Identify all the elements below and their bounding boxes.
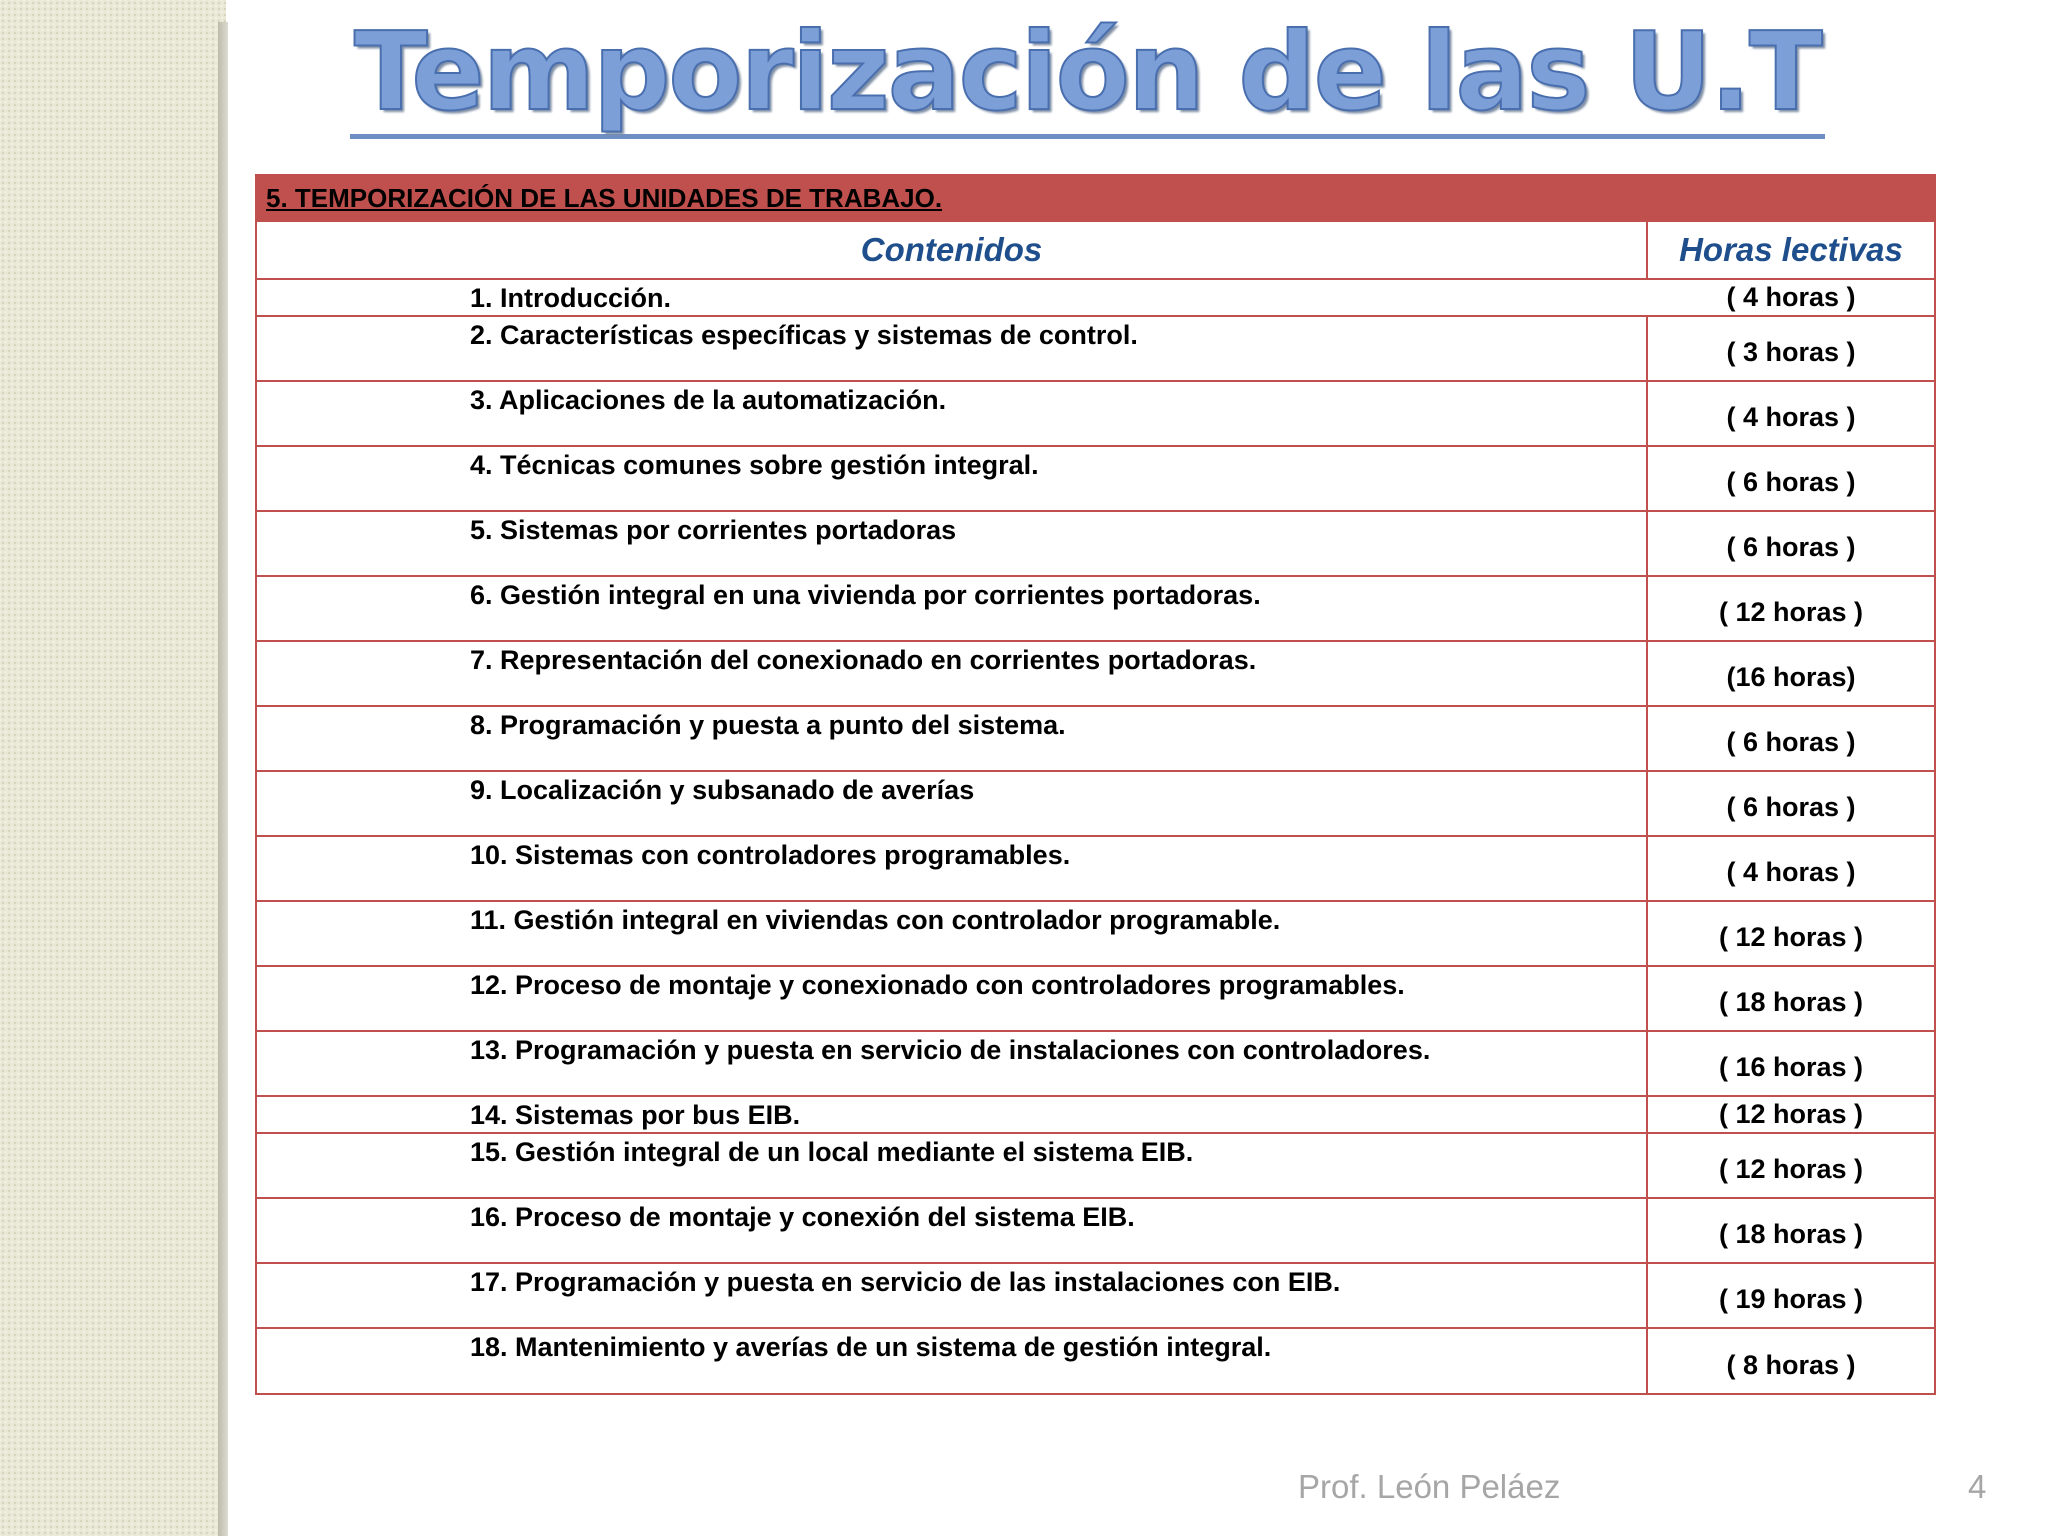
table-row	[257, 642, 1934, 707]
row-hours: ( 4 horas )	[1726, 282, 1856, 312]
row-hours: ( 4 horas )	[1726, 857, 1856, 887]
column-header-contents: Contenidos	[257, 222, 1648, 278]
side-texture-strip	[0, 0, 226, 1536]
table-row	[257, 577, 1934, 642]
row-hours: ( 16 horas )	[1718, 1052, 1864, 1082]
row-content: 8. Programación y puesta a punto del sistema.	[257, 707, 1648, 770]
table-row	[257, 280, 1934, 317]
row-content: 2. Características específicas y sistemas de control.	[257, 317, 1648, 380]
row-content: 16. Proceso de montaje y conexión del sistema EIB.	[257, 1199, 1648, 1262]
row-content: 17. Programación y puesta en servicio de las instalaciones con EIB.	[257, 1264, 1648, 1327]
row-hours: ( 18 horas )	[1718, 1219, 1864, 1249]
table-row	[257, 317, 1934, 382]
table-row	[257, 967, 1934, 1032]
slide-title: Temporización de las U.T	[350, 14, 1825, 139]
table-heading: 5. TEMPORIZACIÓN DE LAS UNIDADES DE TRABAJO.	[266, 182, 943, 213]
row-hours: ( 3 horas )	[1726, 337, 1856, 367]
table-row	[257, 512, 1934, 577]
row-content: 7. Representación del conexionado en corrientes portadoras.	[257, 642, 1648, 705]
row-hours: ( 6 horas )	[1726, 467, 1856, 497]
row-hours: ( 12 horas )	[1718, 1099, 1864, 1129]
table-row	[257, 1097, 1934, 1134]
page-number: 4	[1968, 1468, 1987, 1505]
side-strip-shadow	[218, 22, 228, 1536]
row-content: 12. Proceso de montaje y conexionado con controladores programables.	[257, 967, 1648, 1030]
row-hours: ( 12 horas )	[1718, 1154, 1864, 1184]
row-hours: ( 19 horas )	[1718, 1284, 1864, 1314]
table-heading-bar	[257, 176, 1934, 222]
row-content: 15. Gestión integral de un local mediante el sistema EIB.	[257, 1134, 1648, 1197]
row-content: 18. Mantenimiento y averías de un sistema de gestión integral.	[257, 1329, 1648, 1393]
row-content: 14. Sistemas por bus EIB.	[257, 1097, 1648, 1132]
table-row	[257, 707, 1934, 772]
table-row	[257, 902, 1934, 967]
row-hours: ( 18 horas )	[1718, 987, 1864, 1017]
row-content: 3. Aplicaciones de la automatización.	[257, 382, 1648, 445]
row-hours: ( 8 horas )	[1726, 1350, 1856, 1380]
row-content: 4. Técnicas comunes sobre gestión integral.	[257, 447, 1648, 510]
row-hours: ( 12 horas )	[1718, 597, 1864, 627]
row-hours: ( 6 horas )	[1726, 792, 1856, 822]
table-row	[257, 837, 1934, 902]
row-content: 13. Programación y puesta en servicio de instalaciones con controladores.	[257, 1032, 1648, 1095]
table-row	[257, 447, 1934, 512]
row-hours: ( 4 horas )	[1726, 402, 1856, 432]
row-hours: ( 12 horas )	[1718, 922, 1864, 952]
column-header-row	[257, 222, 1934, 280]
row-content: 10. Sistemas con controladores programables.	[257, 837, 1648, 900]
row-content: 6. Gestión integral en una vivienda por corrientes portadoras.	[257, 577, 1648, 640]
footer-author: Prof. León Peláez	[1298, 1468, 1561, 1505]
table-row	[257, 382, 1934, 447]
row-content: 11. Gestión integral en viviendas con controlador programable.	[257, 902, 1648, 965]
table-row	[257, 772, 1934, 837]
row-hours: (16 horas)	[1726, 662, 1856, 692]
row-content: 5. Sistemas por corrientes portadoras	[257, 512, 1648, 575]
table-row	[257, 1329, 1934, 1393]
table-row	[257, 1032, 1934, 1097]
row-content: 9. Localización y subsanado de averías	[257, 772, 1648, 835]
column-header-hours: Horas lectivas	[1679, 231, 1903, 268]
row-content: 1. Introducción.	[470, 283, 672, 313]
table-row	[257, 1134, 1934, 1199]
table-row	[257, 1264, 1934, 1329]
schedule-table	[255, 174, 1936, 1395]
title-container	[350, 10, 1821, 144]
row-hours: ( 6 horas )	[1726, 727, 1856, 757]
table-row	[257, 1199, 1934, 1264]
row-hours: ( 6 horas )	[1726, 532, 1856, 562]
